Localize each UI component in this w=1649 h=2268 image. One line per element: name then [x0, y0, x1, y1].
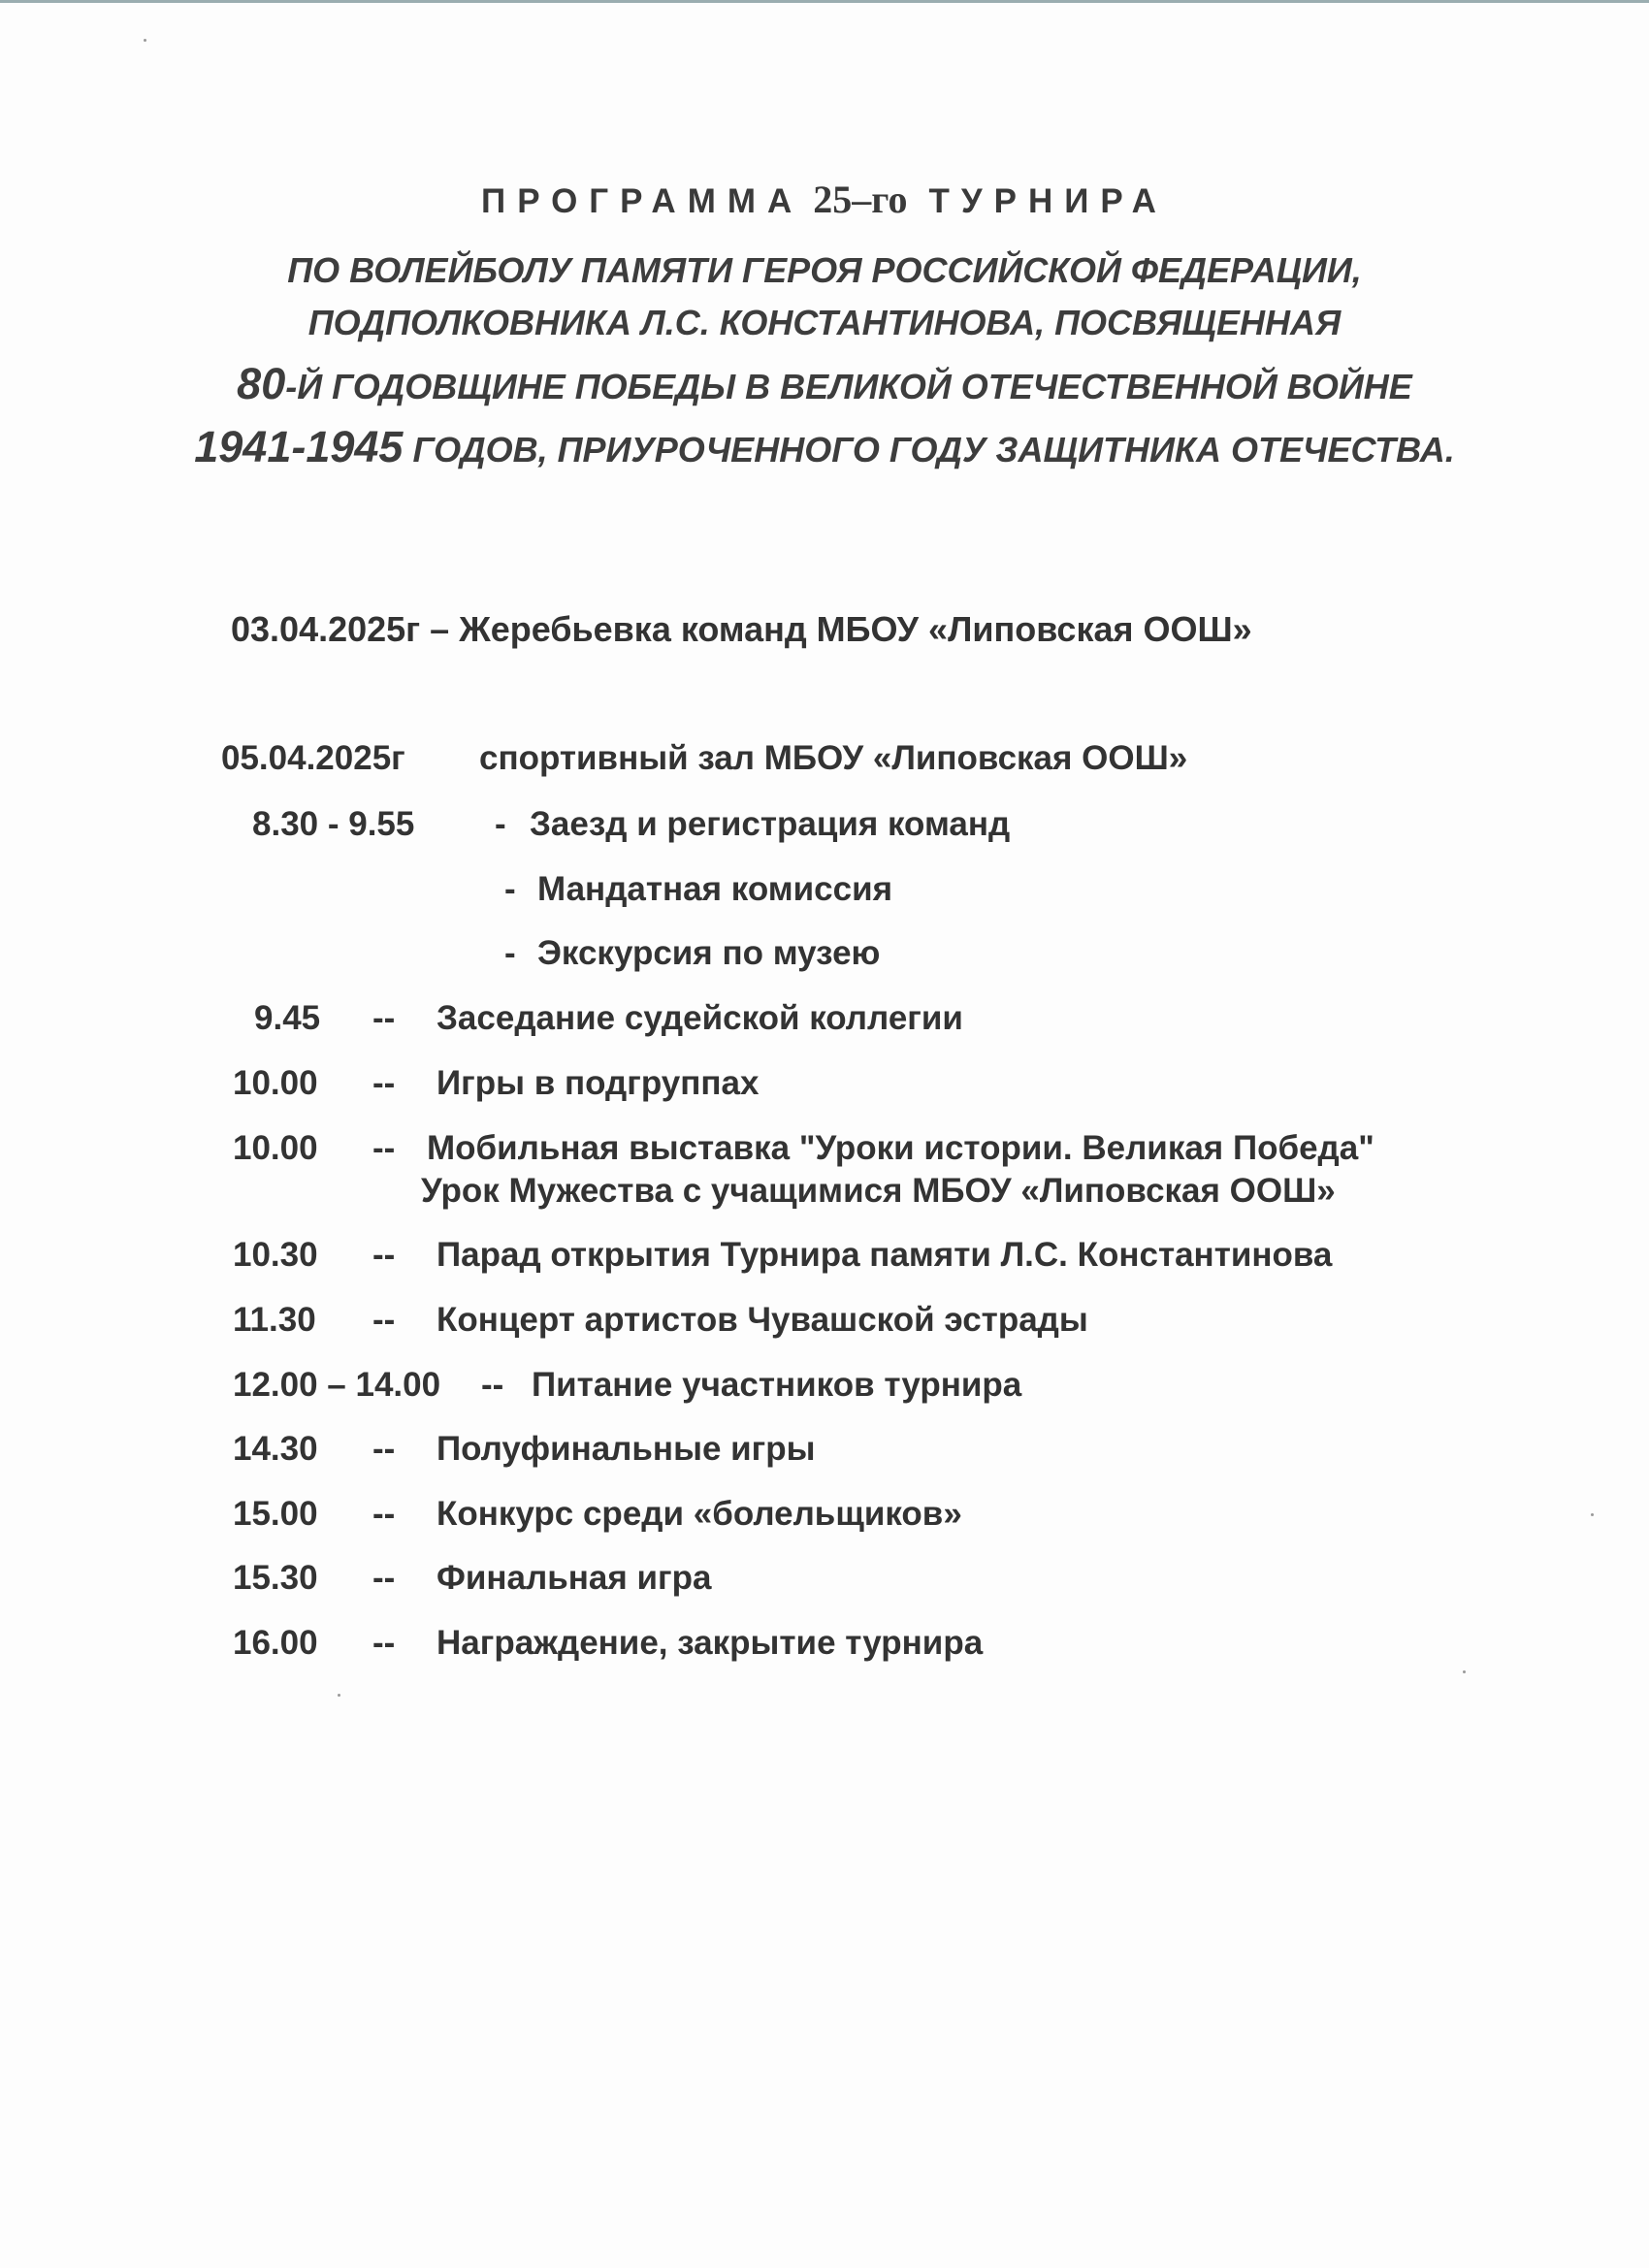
schedule-separator: -- [372, 1430, 396, 1468]
war-years: 1941-1945 [194, 422, 404, 471]
schedule-separator: - [495, 805, 506, 843]
draw-line: 03.04.2025г – Жеребьевка команд МБОУ «Липовская ООШ» [231, 609, 1252, 649]
schedule-separator: -- [372, 1495, 396, 1533]
schedule-separator: -- [372, 999, 396, 1037]
schedule-text: Награждение, закрытие турнира [436, 1624, 984, 1662]
subtitle-line-2: ПОДПОЛКОВНИКА Л.С. КОНСТАНТИНОВА, ПОСВЯЩЕННАЯ [307, 303, 1342, 342]
schedule-text: Мобильная выставка "Уроки истории. Великая Победа" [427, 1129, 1374, 1167]
schedule-separator: -- [372, 1624, 396, 1662]
schedule-time: 10.30 [233, 1236, 318, 1274]
schedule-text-continued: Урок Мужества с учащимися МБОУ «Липовская ООШ» [421, 1172, 1336, 1210]
subtitle-line-3-text: -Й ГОДОВЩИНЕ ПОБЕДЫ В ВЕЛИКОЙ ОТЕЧЕСТВЕННОЙ ВОЙНЕ [285, 367, 1412, 406]
schedule-separator: -- [372, 1236, 396, 1274]
title-word-program: ПРОГРАММА [481, 182, 804, 220]
title-word-tournament: ТУРНИРА [928, 182, 1168, 220]
scan-speck [144, 39, 146, 42]
schedule-separator: - [504, 870, 516, 908]
schedule-text: Финальная игра [436, 1559, 712, 1597]
subtitle-line-4-text: ГОДОВ, ПРИУРОЧЕННОГО ГОДУ ЗАЩИТНИКА ОТЕЧЕСТВА. [403, 430, 1455, 470]
schedule-text: Полуфинальные игры [436, 1430, 816, 1468]
schedule-separator: -- [372, 1559, 396, 1597]
scan-speck [338, 1694, 340, 1697]
schedule-separator: -- [372, 1301, 396, 1339]
schedule-text: Конкурс среди «болельщиков» [436, 1495, 962, 1533]
day-date: 05.04.2025г [221, 739, 405, 777]
schedule-time: 15.00 [233, 1495, 318, 1533]
program-title [0, 177, 1649, 222]
schedule-time: 12.00 – 14.00 [233, 1366, 441, 1404]
schedule-separator: -- [481, 1366, 504, 1404]
schedule-separator: - [504, 934, 516, 972]
subtitle-line-1: ПО ВОЛЕЙБОЛУ ПАМЯТИ ГЕРОЯ РОССИЙСКОЙ ФЕДЕРАЦИИ, [287, 250, 1362, 290]
schedule-text: Питание участников турнира [532, 1366, 1022, 1404]
anniversary-number: 80 [237, 359, 286, 408]
schedule-time: 8.30 - 9.55 [252, 805, 415, 843]
schedule-time: 16.00 [233, 1624, 318, 1662]
schedule-text: Заседание судейской коллегии [436, 999, 963, 1037]
schedule-time: 11.30 [233, 1301, 316, 1339]
schedule-separator: -- [372, 1129, 396, 1167]
subtitle-line-3 [0, 359, 1649, 409]
subtitle-line-4 [0, 422, 1649, 472]
schedule-text: Экскурсия по музею [537, 934, 881, 972]
schedule-time: 9.45 [254, 999, 321, 1037]
scan-speck [1591, 1513, 1594, 1516]
schedule-text: Концерт артистов Чувашской эстрады [436, 1301, 1088, 1339]
day-venue: спортивный зал МБОУ «Липовская ООШ» [479, 739, 1188, 777]
schedule-text: Заезд и регистрация команд [530, 805, 1011, 843]
title-number: 25–го [813, 178, 908, 221]
scan-edge [0, 0, 1649, 3]
schedule-time: 14.30 [233, 1430, 318, 1468]
schedule-time: 10.00 [233, 1064, 318, 1102]
schedule-text: Мандатная комиссия [537, 870, 893, 908]
schedule-time: 15.30 [233, 1559, 318, 1597]
scan-speck [1463, 1670, 1466, 1673]
schedule-time: 10.00 [233, 1129, 318, 1167]
schedule-text: Игры в подгруппах [436, 1064, 760, 1102]
schedule-text: Парад открытия Турнира памяти Л.С. Константинова [436, 1236, 1333, 1274]
schedule-separator: -- [372, 1064, 396, 1102]
